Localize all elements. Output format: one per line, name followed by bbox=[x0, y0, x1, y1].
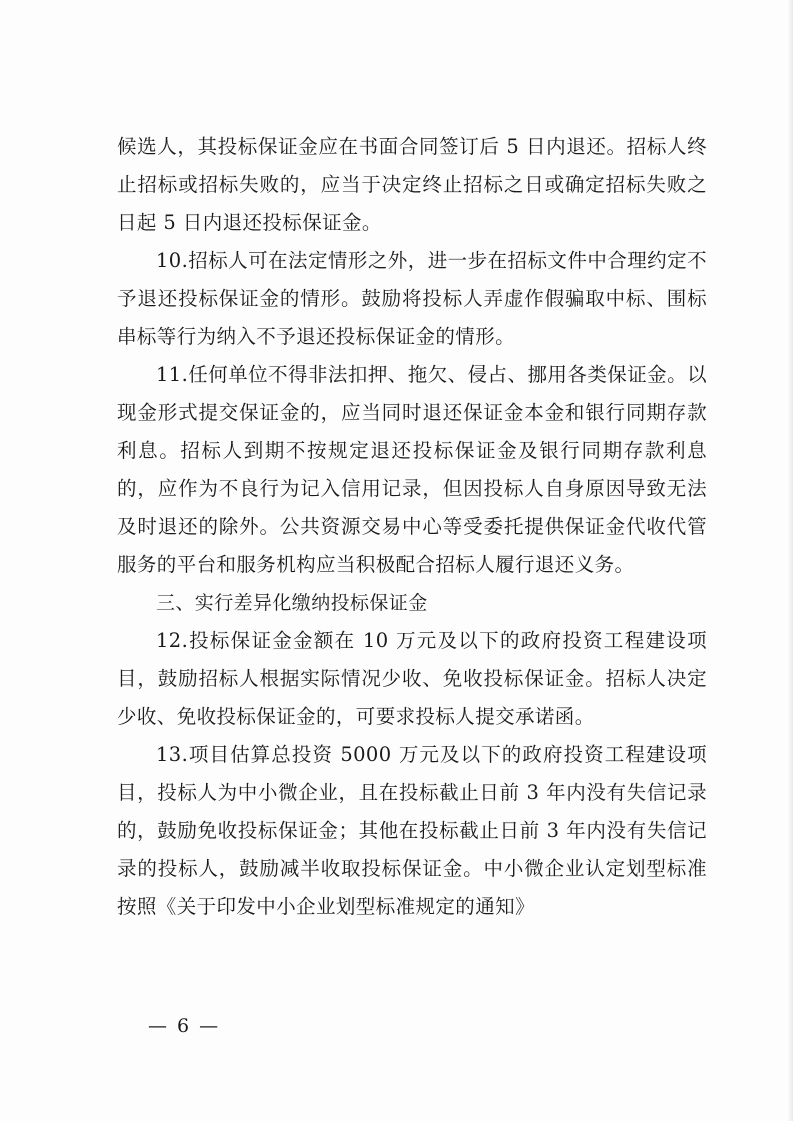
paragraph-item-13: 13.项目估算总投资 5000 万元及以下的政府投资工程建设项目，投标人为中小微企业，且在投标截止日前 3 年内没有失信记录的，鼓励免收投标保证金；其他在投标截止日前 3 年内没有失信记录的投标人，鼓励减半收取投标保证金。中小微企业认定划型标准按照《关于印发中小企业划型标准规定的通知》 bbox=[117, 743, 707, 918]
document-body bbox=[117, 128, 707, 926]
paragraph-continuation: 候选人，其投标保证金应在书面合同签订后 5 日内退还。招标人终止招标或招标失败的，应当于决定终止招标之日或确定招标失败之日起 5 日内退还投标保证金。 bbox=[117, 135, 707, 234]
paragraph-item-11: 11.任何单位不得非法扣押、拖欠、侵占、挪用各类保证金。以现金形式提交保证金的，应当同时退还保证金本金和银行同期存款利息。招标人到期不按规定退还投标保证金及银行同期存款利息的，应作为不良行为记入信用记录，但因投标人自身原因导致无法及时退还的除外。公共资源交易中心等受委托提供保证金代收代管服务的平台和服务机构应当积极配合招标人履行退还义务。 bbox=[117, 363, 707, 576]
paragraph-item-12: 12.投标保证金金额在 10 万元及以下的政府投资工程建设项目，鼓励招标人根据实际情况少收、免收投标保证金。招标人决定少收、免收投标保证金的，可要求投标人提交承诺函。 bbox=[117, 629, 707, 728]
page-number: — 6 — bbox=[148, 1015, 221, 1037]
paragraph-item-10: 10.招标人可在法定情形之外，进一步在招标文件中合理约定不予退还投标保证金的情形。鼓励将投标人弄虚作假骗取中标、围标串标等行为纳入不予退还投标保证金的情形。 bbox=[117, 249, 707, 348]
section-heading: 三、实行差异化缴纳投标保证金 bbox=[156, 592, 428, 614]
scan-edge-shadow bbox=[787, 0, 793, 1121]
